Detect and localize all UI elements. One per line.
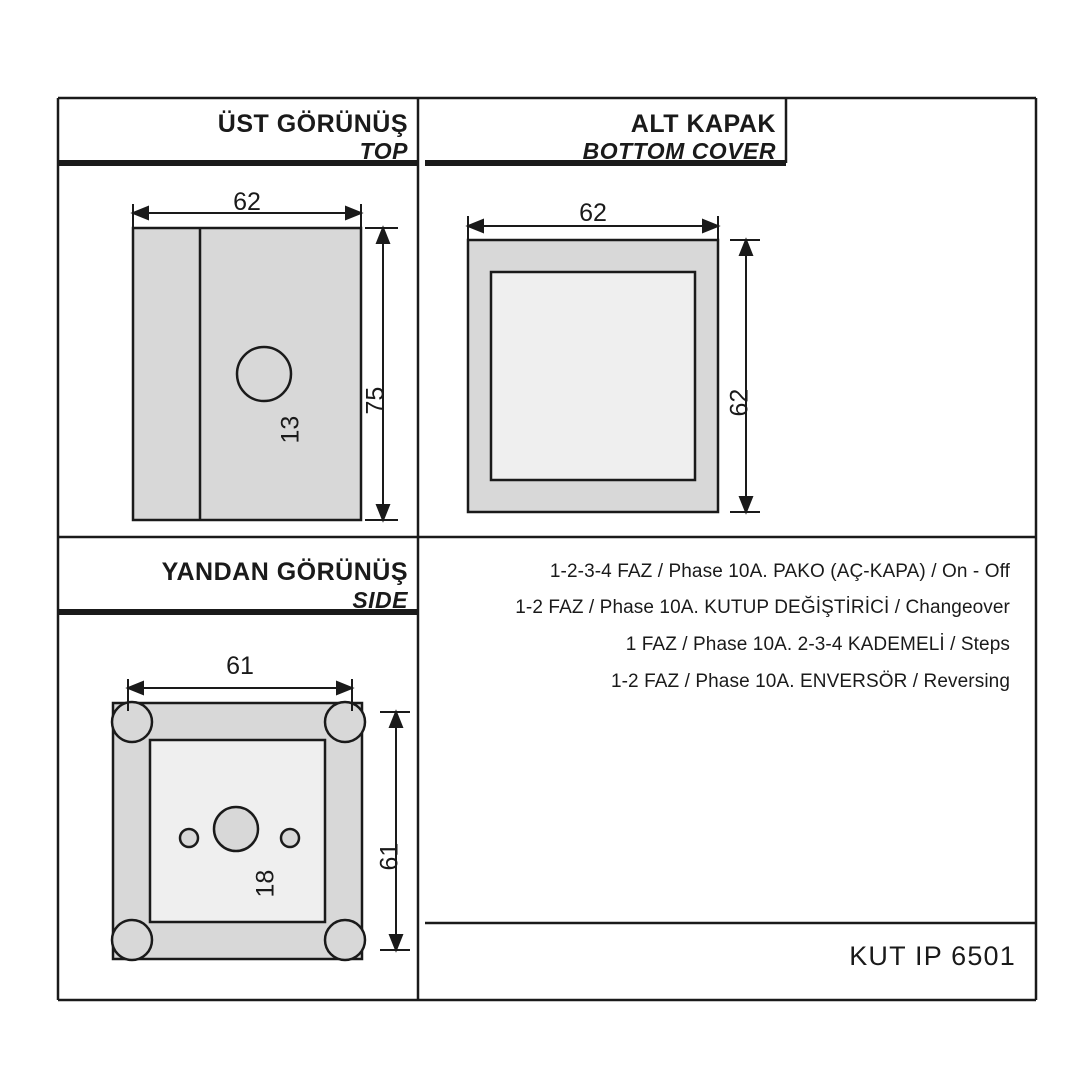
bottom-cover-width-dimension: 62 [579,199,607,227]
bottom-cover-drawing [468,216,760,512]
bottom-cover-height-dimension: 62 [725,388,754,417]
spec-line-4: 1-2 FAZ / Phase 10A. ENVERSÖR / Reversing [610,671,1010,692]
spec-line-3: 1 FAZ / Phase 10A. 2-3-4 KADEMELİ / Steps [625,634,1010,655]
side-view-title-en: SIDE [352,587,408,613]
bottom-cover-title-tr: ALT KAPAK [630,110,776,138]
side-hole-dimension: 18 [251,869,280,898]
top-view-title-tr: ÜST GÖRÜNÜŞ [217,110,408,138]
product-code: KUT IP 6501 [849,941,1016,971]
top-view-drawing [133,204,398,520]
top-width-dimension: 62 [233,188,261,216]
top-view-title-en: TOP [359,138,408,164]
top-height-dimension: 75 [361,386,390,415]
side-view-title-tr: YANDAN GÖRÜNÜŞ [161,558,408,586]
bottom-cover-title-en: BOTTOM COVER [582,138,776,164]
top-hole-dimension: 13 [276,415,305,444]
side-width-dimension: 61 [226,652,254,680]
spec-line-2: 1-2 FAZ / Phase 10A. KUTUP DEĞİŞTİRİCİ / Changeover [515,597,1010,618]
side-height-dimension: 61 [375,842,404,871]
spec-line-1: 1-2-3-4 FAZ / Phase 10A. PAKO (AÇ-KAPA) / On - Off [549,561,1010,582]
